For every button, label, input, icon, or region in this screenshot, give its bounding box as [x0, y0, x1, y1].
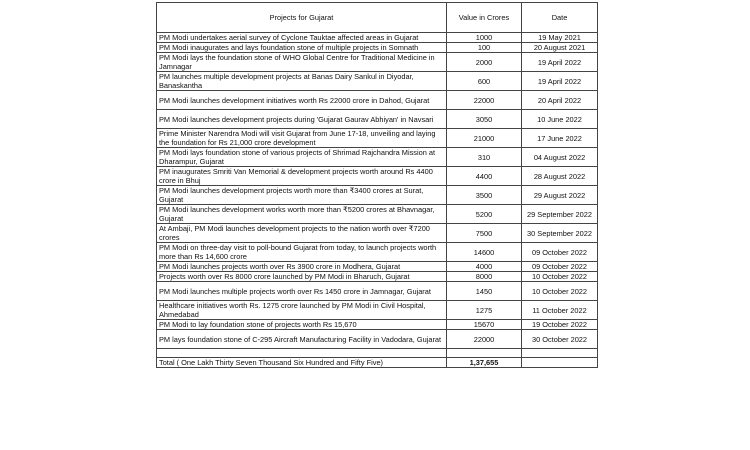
project-cell: PM Modi launches development works worth more than ₹5200 crores at Bhavnagar, Gujarat — [157, 205, 447, 224]
date-cell: 19 April 2022 — [522, 53, 598, 72]
table-row — [157, 33, 598, 43]
date-cell: 28 August 2022 — [522, 167, 598, 186]
project-cell: Projects worth over Rs 8000 crore launched by PM Modi in Bharuch, Gujarat — [157, 272, 447, 282]
project-cell: PM inaugurates Smriti Van Memorial & development projects worth around Rs 4400 crore in Bhuj — [157, 167, 447, 186]
table-row — [157, 110, 598, 129]
table-row — [157, 282, 598, 301]
project-cell: At Ambaji, PM Modi launches development projects to the nation worth over ₹7200 crores — [157, 224, 447, 243]
table-row — [157, 72, 598, 91]
date-cell: 10 October 2022 — [522, 272, 598, 282]
project-cell: PM Modi launches development projects during 'Gujarat Gaurav Abhiyan' in Navsari — [157, 110, 447, 129]
table-row — [157, 320, 598, 330]
project-cell: PM lays foundation stone of C-295 Aircraft Manufacturing Facility in Vadodara, Gujarat — [157, 330, 447, 349]
date-cell: 20 August 2021 — [522, 43, 598, 53]
value-cell: 2000 — [447, 53, 522, 72]
blank-cell — [522, 349, 598, 358]
table-row — [157, 43, 598, 53]
table-row — [157, 53, 598, 72]
table-row — [157, 330, 598, 349]
project-cell: PM Modi launches multiple projects worth over Rs 1450 crore in Jamnagar, Gujarat — [157, 282, 447, 301]
value-cell: 600 — [447, 72, 522, 91]
date-cell: 19 May 2021 — [522, 33, 598, 43]
date-cell: 04 August 2022 — [522, 148, 598, 167]
table-row — [157, 205, 598, 224]
date-cell: 29 September 2022 — [522, 205, 598, 224]
date-cell: 09 October 2022 — [522, 243, 598, 262]
project-cell: PM Modi lays the foundation stone of WHO Global Centre for Traditional Medicine in Jamnagar — [157, 53, 447, 72]
project-cell: PM Modi launches projects worth over Rs 3900 crore in Modhera, Gujarat — [157, 262, 447, 272]
table-row — [157, 243, 598, 262]
blank-cell — [447, 349, 522, 358]
date-cell: 10 October 2022 — [522, 282, 598, 301]
date-cell: 29 August 2022 — [522, 186, 598, 205]
table-row — [157, 186, 598, 205]
table-body — [157, 33, 598, 368]
value-cell: 310 — [447, 148, 522, 167]
project-cell: PM Modi launches development initiatives worth Rs 22000 crore in Dahod, Gujarat — [157, 91, 447, 110]
date-cell: 09 October 2022 — [522, 262, 598, 272]
date-cell: 20 April 2022 — [522, 91, 598, 110]
project-cell: PM Modi inaugurates and lays foundation stone of multiple projects in Somnath — [157, 43, 447, 53]
value-cell: 8000 — [447, 272, 522, 282]
project-cell: Prime Minister Narendra Modi will visit Gujarat from June 17-18, unveiling and laying the foundation for Rs 21,000 crore development — [157, 129, 447, 148]
project-cell: PM Modi lays foundation stone of various projects of Shrimad Rajchandra Mission at Dharampur, Gujarat — [157, 148, 447, 167]
table-row — [157, 148, 598, 167]
table-row — [157, 272, 598, 282]
table-row — [157, 262, 598, 272]
project-cell: PM Modi on three-day visit to poll-bound Gujarat from today, to launch projects worth more than Rs 14,600 crore — [157, 243, 447, 262]
table-row — [157, 129, 598, 148]
table-row — [157, 167, 598, 186]
date-cell: 30 September 2022 — [522, 224, 598, 243]
project-cell: PM launches multiple development projects at Banas Dairy Sankul in Diyodar, Banaskantha — [157, 72, 447, 91]
value-cell: 14600 — [447, 243, 522, 262]
total-label: Total ( One Lakh Thirty Seven Thousand Six Hundred and Fifty Five) — [157, 358, 447, 368]
value-cell: 22000 — [447, 91, 522, 110]
header-row — [157, 3, 598, 33]
total-row — [157, 358, 598, 368]
date-cell: 19 October 2022 — [522, 320, 598, 330]
value-cell: 4400 — [447, 167, 522, 186]
project-cell: PM Modi undertakes aerial survey of Cyclone Tauktae affected areas in Gujarat — [157, 33, 447, 43]
value-cell: 7500 — [447, 224, 522, 243]
table-row — [157, 224, 598, 243]
project-cell: PM Modi to lay foundation stone of projects worth Rs 15,670 — [157, 320, 447, 330]
date-cell: 17 June 2022 — [522, 129, 598, 148]
value-cell: 21000 — [447, 129, 522, 148]
value-cell: 100 — [447, 43, 522, 53]
project-cell: Healthcare initiatives worth Rs. 1275 crore launched by PM Modi in Civil Hospital, Ahmedabad — [157, 301, 447, 320]
date-cell: 19 April 2022 — [522, 72, 598, 91]
total-date — [522, 358, 598, 368]
value-cell: 1275 — [447, 301, 522, 320]
value-cell: 4000 — [447, 262, 522, 272]
projects-table-container — [156, 2, 597, 368]
table-row — [157, 91, 598, 110]
value-cell: 3050 — [447, 110, 522, 129]
header-value: Value in Crores — [447, 3, 522, 33]
header-projects: Projects for Gujarat — [157, 3, 447, 33]
value-cell: 3500 — [447, 186, 522, 205]
value-cell: 22000 — [447, 330, 522, 349]
blank-cell — [157, 349, 447, 358]
header-date: Date — [522, 3, 598, 33]
projects-table — [156, 2, 598, 368]
date-cell: 11 October 2022 — [522, 301, 598, 320]
table-header — [157, 3, 598, 33]
table-row — [157, 301, 598, 320]
date-cell: 10 June 2022 — [522, 110, 598, 129]
value-cell: 1450 — [447, 282, 522, 301]
value-cell: 15670 — [447, 320, 522, 330]
date-cell: 30 October 2022 — [522, 330, 598, 349]
total-value: 1,37,655 — [447, 358, 522, 368]
blank-row — [157, 349, 598, 358]
value-cell: 5200 — [447, 205, 522, 224]
value-cell: 1000 — [447, 33, 522, 43]
project-cell: PM Modi launches development projects worth more than ₹3400 crores at Surat, Gujarat — [157, 186, 447, 205]
